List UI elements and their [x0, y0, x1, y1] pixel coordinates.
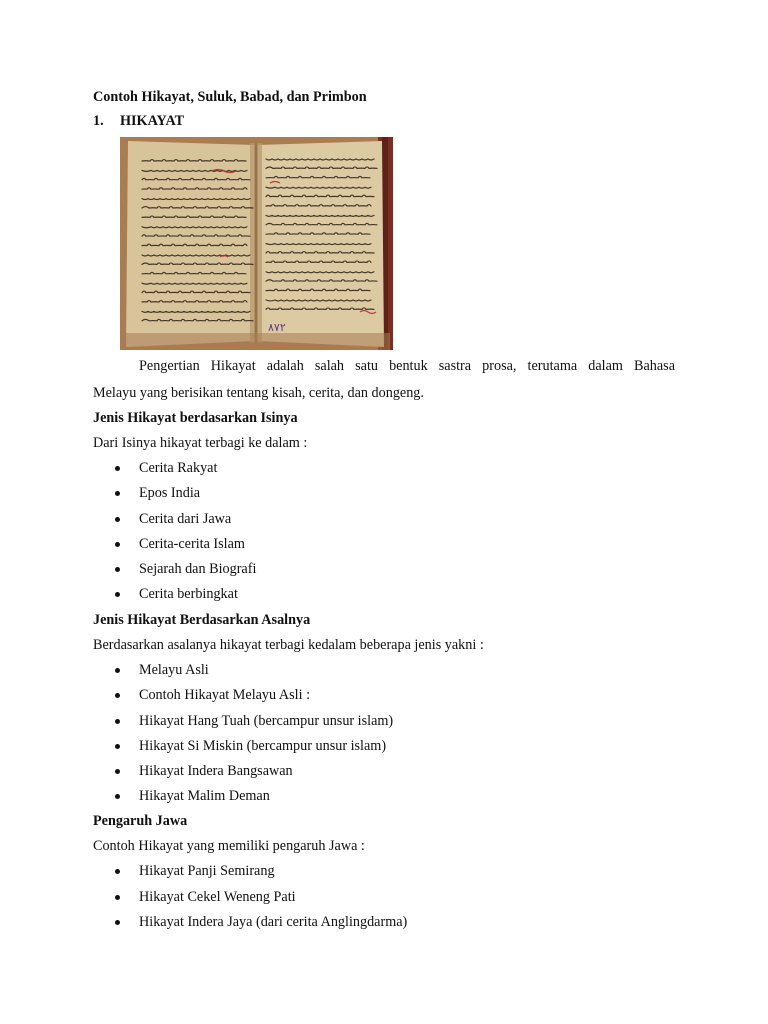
definition-line-2: Melayu yang berisikan tentang kisah, cerita, dan dongeng.	[93, 385, 424, 401]
manuscript-image	[120, 137, 393, 350]
bullet-icon	[115, 719, 120, 724]
heading-pengaruh-jawa: Pengaruh Jawa	[93, 813, 188, 829]
bullet-icon	[115, 744, 120, 749]
bullet-icon	[115, 491, 120, 496]
bullet-icon	[115, 567, 120, 572]
definition-line-1: Pengertian Hikayat adalah salah satu bentuk sastra prosa, terutama dalam Bahasa	[139, 358, 675, 374]
bullet-icon	[115, 542, 120, 547]
heading-jenis-isi: Jenis Hikayat berdasarkan Isinya	[93, 410, 298, 426]
intro-jenis-isi: Dari Isinya hikayat terbagi ke dalam :	[93, 435, 308, 451]
bullet-icon	[115, 592, 120, 597]
heading-jenis-asal: Jenis Hikayat Berdasarkan Asalnya	[93, 612, 311, 628]
intro-pengaruh-jawa: Contoh Hikayat yang memiliki pengaruh Jawa :	[93, 838, 365, 854]
manuscript-page-number: ۸۷۲	[268, 321, 286, 334]
bullet-icon	[115, 668, 120, 673]
bullet-icon	[115, 794, 120, 799]
intro-jenis-asal: Berdasarkan asalanya hikayat terbagi kedalam beberapa jenis yakni :	[93, 637, 484, 653]
bullet-icon	[115, 517, 120, 522]
bullet-icon	[115, 895, 120, 900]
bullet-icon	[115, 466, 120, 471]
bullet-icon	[115, 769, 120, 774]
document-page: Contoh Hikayat, Suluk, Babad, dan Primbon 1. HIKAYAT ۸۷۲ Pengertian Hikayat adalah salah satu bentuk sastra prosa, terutama dalam Bahasa Melayu yang berisikan tentang kisah, cerita, dan dongeng. Jenis Hikayat berdasarkan Isinya Dari Isinya hikayat terbagi ke dalam : Cerita Rakyat Epos India Cerita dari Jawa Cerita-cerita Islam Sejarah dan Biografi Cerita berbingkat Jenis Hikayat Berdasarkan Asalnya Berdasarkan asalanya hikayat terbagi kedalam beberapa jenis yakni : Melayu Asli Contoh Hikayat Melayu Asli : Hikayat Hang Tuah (bercampur unsur islam) Hikayat Si Miskin (bercampur unsur islam) Hikayat Indera Bangsawan Hikayat Malim Deman Pengaruh Jawa Contoh Hikayat yang memiliki pengaruh Jawa : Hikayat Panji Semirang Hikayat Cekel Weneng Pati Hikayat Indera Jaya (dari cerita Anglingdarma)	[93, 89, 675, 930]
section-number: 1.	[93, 113, 104, 129]
bullet-icon	[115, 869, 120, 874]
document-title: Contoh Hikayat, Suluk, Babad, dan Primbon	[93, 89, 367, 105]
section-title: HIKAYAT	[120, 113, 185, 129]
bullet-icon	[115, 920, 120, 925]
bullet-icon	[115, 693, 120, 698]
